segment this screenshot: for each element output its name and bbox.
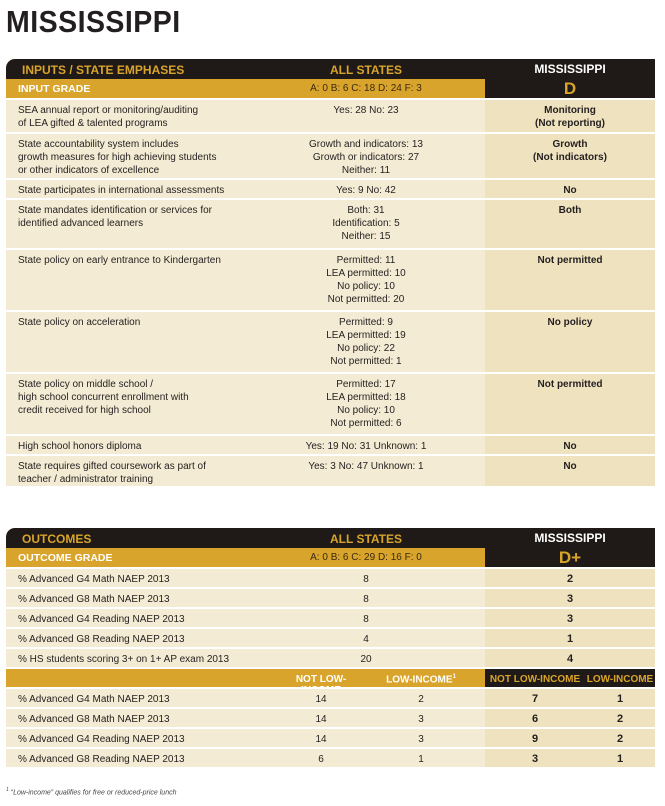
page-title: MISSISSIPPI xyxy=(6,4,181,39)
input-row-state xyxy=(485,184,655,197)
income-row-all-not-low: 14 xyxy=(315,694,327,705)
outcome-grade-state: D+ xyxy=(485,548,655,567)
outcomes-header-state: MISSISSIPPI xyxy=(485,528,655,548)
outcome-row-state: 2 xyxy=(566,573,574,585)
input-row-all-states-line: Both: 31 xyxy=(347,205,385,216)
input-row-state xyxy=(485,460,655,473)
income-row-state-not-low: 7 xyxy=(531,693,539,705)
input-row-all-states-line: Growth or indicators: 27 xyxy=(312,152,420,163)
outcome-row-label: % Advanced G8 Reading NAEP 2013 xyxy=(18,634,185,645)
income-header xyxy=(6,667,655,687)
input-row-all-states-line: Yes: 3 No: 47 Unknown: 1 xyxy=(308,461,424,472)
input-row-all-states-line: No policy: 10 xyxy=(337,405,395,416)
outcome-row-state: 4 xyxy=(566,653,574,665)
outcomes-header-label: OUTCOMES xyxy=(22,532,92,546)
input-row-state xyxy=(485,204,655,217)
outcome-row-all-states: 8 xyxy=(363,574,369,585)
input-row-label-line: or other indicators of excellence xyxy=(18,165,160,176)
outcome-row-label: % Advanced G8 Math NAEP 2013 xyxy=(18,594,170,605)
income-header-state-not-low: NOT LOW-INCOME xyxy=(489,674,581,685)
income-rows xyxy=(6,687,655,767)
input-row-all-states-line: Identification: 5 xyxy=(332,218,400,229)
outcome-row-state: 1 xyxy=(566,633,574,645)
income-row-all-low: 3 xyxy=(418,714,424,725)
footnote-sup: 1 xyxy=(6,787,9,793)
input-row-state xyxy=(485,138,655,164)
income-row-state-not-low: 6 xyxy=(531,713,539,725)
outcome-row-state: 3 xyxy=(566,613,574,625)
footnote-text: “Low-income” qualifies for free or reduced-price lunch xyxy=(10,789,177,797)
input-row xyxy=(6,132,655,178)
input-row-all-states-line: LEA permitted: 18 xyxy=(326,392,406,403)
input-row-label-line: State accountability system includes xyxy=(18,139,179,150)
input-row-all-states-line: Yes: 28 No: 23 xyxy=(333,105,399,116)
input-row-state xyxy=(485,316,655,329)
input-row-all-states-line: LEA permitted: 10 xyxy=(326,268,406,279)
outcomes-header xyxy=(6,528,655,548)
input-row-label xyxy=(18,440,258,453)
input-row-state-line: No xyxy=(563,461,577,472)
input-row-label xyxy=(18,184,258,197)
input-row-label-line: of LEA gifted & talented programs xyxy=(18,118,168,129)
income-row xyxy=(6,687,655,707)
input-row-label-line: growth measures for high achieving students xyxy=(18,152,217,163)
inputs-header-state: MISSISSIPPI xyxy=(485,59,655,79)
outcome-grade-row xyxy=(6,548,655,567)
input-row xyxy=(6,454,655,486)
input-row-label-line: credit received for high school xyxy=(18,405,151,416)
outcome-row-label: % Advanced G4 Reading NAEP 2013 xyxy=(18,614,185,625)
input-row-label-line: identified advanced learners xyxy=(18,218,144,229)
outcome-row-label: % Advanced G4 Math NAEP 2013 xyxy=(18,574,170,585)
income-header-low xyxy=(376,674,466,685)
outcome-row xyxy=(6,607,655,627)
input-row xyxy=(6,434,655,454)
income-row-all-low: 3 xyxy=(418,734,424,745)
outcomes-panel xyxy=(6,528,655,767)
input-row-label xyxy=(18,316,258,329)
input-grade-distribution: A: 0 B: 6 C: 18 D: 24 F: 3 xyxy=(310,83,422,94)
input-row-state-line: (Not reporting) xyxy=(535,118,605,129)
income-row-all-not-low: 14 xyxy=(315,734,327,745)
input-row xyxy=(6,310,655,372)
input-row-all-states-line: Permitted: 17 xyxy=(336,379,396,390)
income-row-label: % Advanced G4 Reading NAEP 2013 xyxy=(18,734,185,745)
input-row-all-states xyxy=(251,204,481,243)
inputs-header-label: INPUTS / STATE EMPHASES xyxy=(22,63,185,77)
input-row-all-states-line: Permitted: 9 xyxy=(339,317,393,328)
input-row-all-states-line: Growth and indicators: 13 xyxy=(309,139,423,150)
input-row-all-states-line: Neither: 15 xyxy=(341,231,391,242)
income-row-state-low: 1 xyxy=(616,693,624,705)
inputs-header-all-states: ALL STATES xyxy=(330,63,402,77)
input-row-label-line: teacher / administrator training xyxy=(18,474,154,485)
input-row-label-line: State requires gifted coursework as part of xyxy=(18,461,206,472)
income-row-label: % Advanced G8 Math NAEP 2013 xyxy=(18,714,170,725)
income-row xyxy=(6,747,655,767)
input-row-label-line: High school honors diploma xyxy=(18,441,142,452)
input-row-label-line: State policy on early entrance to Kindergarten xyxy=(18,255,221,266)
input-row-state xyxy=(485,254,655,267)
input-row-label xyxy=(18,104,258,130)
income-row-state-low: 2 xyxy=(616,713,624,725)
input-row-state xyxy=(485,440,655,453)
outcome-grade-distribution: A: 0 B: 6 C: 29 D: 16 F: 0 xyxy=(310,552,422,563)
input-row-all-states xyxy=(251,378,481,430)
inputs-panel xyxy=(6,59,655,486)
outcome-grade-label: OUTCOME GRADE xyxy=(18,552,113,564)
input-grade-row xyxy=(6,79,655,98)
input-row-all-states-line: Not permitted: 6 xyxy=(330,418,402,429)
input-row-label xyxy=(18,378,258,417)
input-row xyxy=(6,372,655,434)
input-row-label-line: State participates in international assessments xyxy=(18,185,225,196)
input-row-state-line: No policy xyxy=(547,317,593,328)
input-rows xyxy=(6,98,655,486)
outcomes-header-all-states: ALL STATES xyxy=(330,532,402,546)
input-row-all-states xyxy=(251,104,481,117)
input-row-all-states xyxy=(251,440,481,453)
outcome-row-state: 3 xyxy=(566,593,574,605)
input-row-all-states-line: LEA permitted: 19 xyxy=(326,330,406,341)
outcome-row xyxy=(6,587,655,607)
income-header-not-low: NOT LOW- xyxy=(295,674,347,685)
input-row-label xyxy=(18,460,258,486)
input-row-state xyxy=(485,378,655,391)
input-row-all-states-line: Not permitted: 1 xyxy=(330,356,402,367)
input-row-all-states-line: No policy: 22 xyxy=(337,343,395,354)
input-row-state-line: No xyxy=(563,441,577,452)
input-row-label-line: SEA annual report or monitoring/auditing xyxy=(18,105,199,116)
input-row xyxy=(6,248,655,310)
outcome-row xyxy=(6,567,655,587)
input-row-label-line: State policy on acceleration xyxy=(18,317,141,328)
input-row-all-states-line: No policy: 10 xyxy=(337,281,395,292)
inputs-header xyxy=(6,59,655,79)
outcome-row-all-states: 4 xyxy=(363,634,369,645)
outcome-row xyxy=(6,647,655,667)
outcome-row-all-states: 20 xyxy=(360,654,372,665)
input-row-all-states-line: Neither: 11 xyxy=(341,165,391,176)
input-row-state-line: No xyxy=(563,185,577,196)
income-row-state-not-low: 3 xyxy=(531,753,539,765)
input-row xyxy=(6,198,655,248)
income-row xyxy=(6,707,655,727)
income-row-all-low: 1 xyxy=(418,754,424,765)
income-row-all-low: 2 xyxy=(418,694,424,705)
input-row-all-states-line: Permitted: 11 xyxy=(336,255,396,266)
input-row-state xyxy=(485,104,655,130)
outcome-row-label: % HS students scoring 3+ on 1+ AP exam 2013 xyxy=(18,654,230,665)
input-row-label-line: State mandates identification or services for xyxy=(18,205,212,216)
input-row-state-line: (Not indicators) xyxy=(533,152,607,163)
footnote xyxy=(6,787,176,796)
income-header-low-text: LOW-INCOME xyxy=(386,674,453,686)
input-row-all-states xyxy=(251,460,481,473)
income-row-state-not-low: 9 xyxy=(531,733,539,745)
input-row-all-states xyxy=(251,184,481,197)
income-row-label: % Advanced G8 Reading NAEP 2013 xyxy=(18,754,185,765)
income-row-state-low: 2 xyxy=(616,733,624,745)
income-row-all-not-low: 14 xyxy=(315,714,327,725)
input-row xyxy=(6,178,655,198)
input-row-all-states-line: Not permitted: 20 xyxy=(327,294,405,305)
input-row xyxy=(6,98,655,132)
input-row-all-states xyxy=(251,138,481,177)
input-row-label-line: high school concurrent enrollment with xyxy=(18,392,189,403)
income-row-all-not-low: 6 xyxy=(318,754,324,765)
input-row-state-line: Not permitted xyxy=(537,255,603,266)
outcome-row-all-states: 8 xyxy=(363,594,369,605)
input-row-label xyxy=(18,254,258,267)
income-header-state xyxy=(485,669,655,687)
input-grade-state: D xyxy=(485,79,655,98)
outcome-rows xyxy=(6,567,655,667)
income-row xyxy=(6,727,655,747)
input-row-label xyxy=(18,204,258,230)
input-row-all-states-line: Yes: 9 No: 42 xyxy=(336,185,396,196)
income-row-label: % Advanced G4 Math NAEP 2013 xyxy=(18,694,170,705)
income-header-state-low: LOW-INCOME xyxy=(586,674,654,685)
input-grade-label: INPUT GRADE xyxy=(18,83,91,95)
outcome-row-all-states: 8 xyxy=(363,614,369,625)
input-row-all-states-line: Yes: 19 No: 31 Unknown: 1 xyxy=(305,441,427,452)
input-row-state-line: Not permitted xyxy=(537,379,603,390)
input-row-all-states xyxy=(251,254,481,306)
income-header-low-sup: 1 xyxy=(452,674,456,680)
outcome-row xyxy=(6,627,655,647)
input-row-label-line: State policy on middle school / xyxy=(18,379,154,390)
input-row-state-line: Growth xyxy=(552,139,588,150)
input-row-label xyxy=(18,138,258,177)
income-row-state-low: 1 xyxy=(616,753,624,765)
input-row-all-states xyxy=(251,316,481,368)
input-row-state-line: Monitoring xyxy=(544,105,596,116)
input-row-state-line: Both xyxy=(558,205,582,216)
